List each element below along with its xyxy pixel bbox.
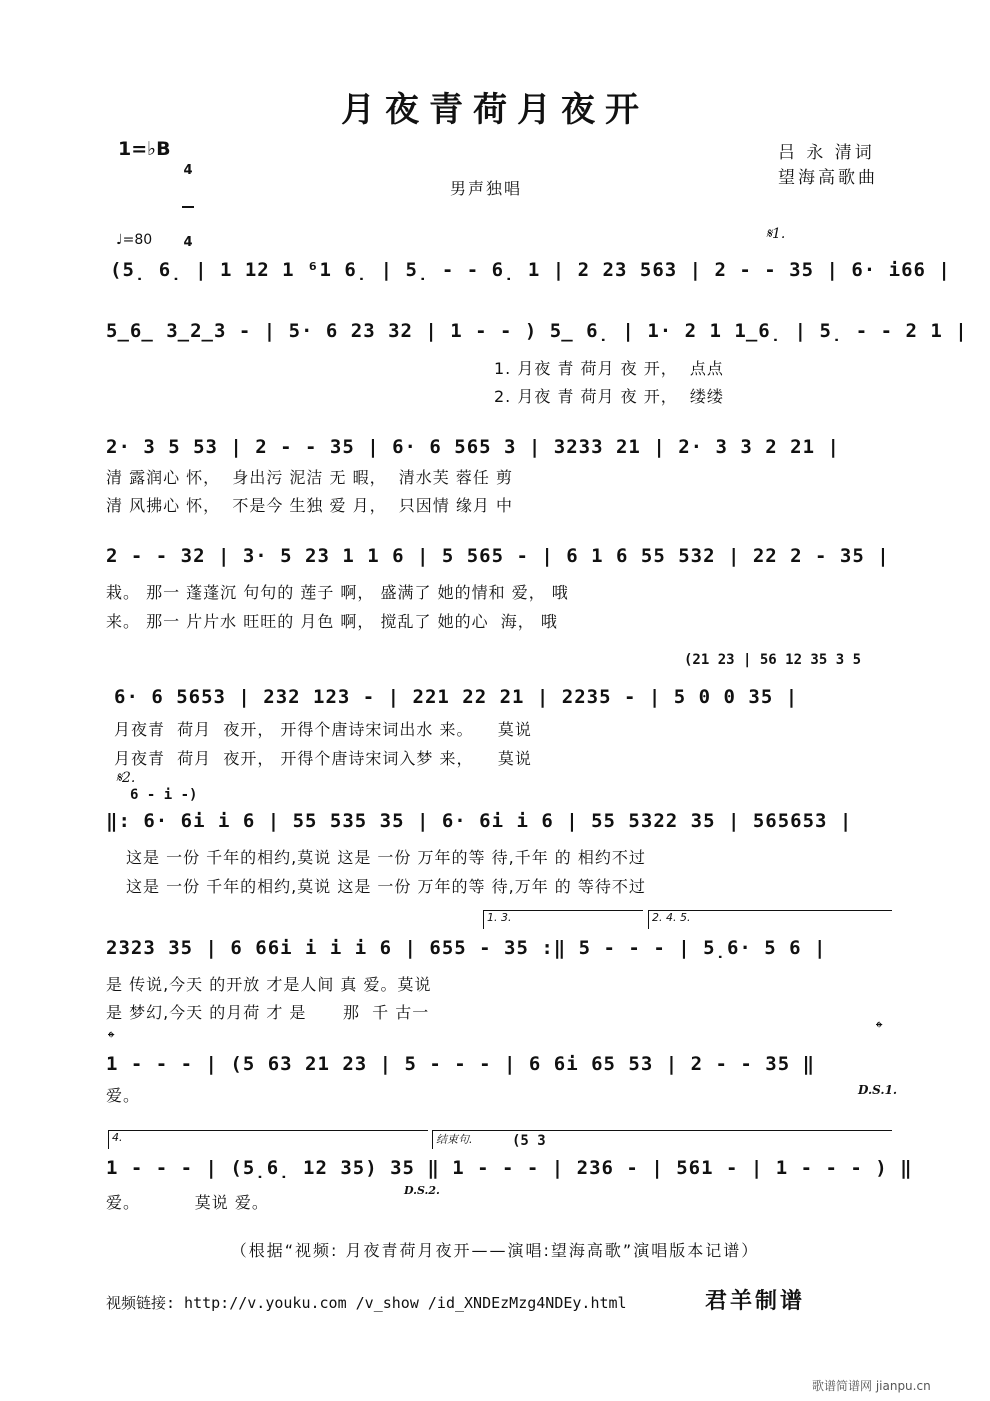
notation-row-1: (5̣ 6̣ | 1 12 1 ⁶1 6̣ | 5̣ - - 6̣ 1 | 2 23 563 | 2 - - 35 | 6· i66 | — [110, 259, 951, 281]
volta-2-4-5: 2. 4. 5. — [648, 910, 892, 929]
notation-row-8: 1 - - - | (5 63 21 23 | 5 - - - | 6 6i 65 53 | 2 - - 35 ‖ — [106, 1053, 816, 1075]
notation-row-9: 1 - - - | (5̣6̣ 12 35) 35 ‖ 1 - - - | 236 - | 561 - | 1 - - - ) ‖ — [106, 1157, 913, 1179]
coda-sign-right: 𝄌 — [876, 1018, 883, 1039]
segno-2: 𝄋2. — [116, 770, 136, 786]
time-signature-top: 4 — [183, 163, 193, 178]
lyrics-row-2-verse-2: 2. 月夜 青 荷月 夜 开， 缕缕 — [494, 387, 724, 406]
lyrics-row-6-verse-2: 这是 一份 千年的相约,莫说 这是 一份 万年的等 待,万年 的 等待不过 — [126, 877, 646, 896]
lyrics-row-4-verse-2: 来。 那一 片片水 旺旺的 月色 啊， 搅乱了 她的心 海， 哦 — [106, 612, 558, 631]
notation-row-5: 6· 6 5653 | 232 123 - | 221 22 21 | 2235 - | 5 0 0 35 | — [114, 686, 799, 708]
watermark: 歌谱简谱网 jianpu.cn — [812, 1379, 931, 1393]
source-note: （根据“视频: 月夜青荷月夜开——演唱:望海高歌”演唱版本记谱） — [230, 1241, 760, 1260]
time-signature-bottom: 4 — [183, 235, 193, 250]
lyrics-row-5-verse-2: 月夜青 荷月 夜开， 开得个唐诗宋词入梦 来， 莫说 — [114, 749, 532, 768]
lyrics-row-7-verse-2: 是 梦幻,今天 的月荷 才 是 那 千 古一 — [106, 1003, 430, 1022]
tempo-mark: ♩=80 — [116, 232, 153, 248]
key-signature: 1=♭B — [118, 138, 171, 160]
time-signature — [182, 136, 194, 264]
notation-row-4: 2 - - 32 | 3· 5 23 1 1 6 | 5 565 - | 6 1 6 55 532 | 22 2 - 35 | — [106, 545, 890, 567]
ending-label: 结束句. — [432, 1130, 892, 1149]
performance-type: 男声独唱 — [450, 179, 523, 198]
lyricist-credit: 吕 永 清词 — [778, 143, 875, 163]
lyrics-row-8-verse-1: 爱。 — [106, 1086, 141, 1105]
composer-credit: 望海高歌曲 — [778, 168, 878, 188]
ds-1-mark: D.S.1. — [858, 1083, 898, 1097]
lyrics-row-2-verse-1: 1. 月夜 青 荷月 夜 开， 点点 — [494, 359, 724, 378]
lyrics-row-4-verse-1: 栽。 那一 蓬蓬沉 句句的 莲子 啊， 盛满了 她的情和 爱， 哦 — [106, 583, 569, 602]
lyrics-row-3-verse-2: 清 风拂心 怀， 不是今 生独 爱 月， 只因情 缘月 中 — [106, 496, 513, 515]
song-title: 月夜青荷月夜开 — [341, 90, 649, 130]
ds-2-mark: D.S.2. — [404, 1184, 440, 1197]
segno-1: 𝄋1. — [766, 226, 786, 242]
notation-row-6: ‖: 6· 6i i 6 | 55 535 35 | 6· 6i i 6 | 55 5322 35 | 565653 | — [106, 810, 853, 832]
notation-row-3: 2· 3 5 53 | 2 - - 35 | 6· 6 565 3 | 3233 21 | 2· 3 3 2 21 | — [106, 436, 840, 458]
lyrics-row-5-verse-1: 月夜青 荷月 夜开， 开得个唐诗宋词出水 来。 莫说 — [114, 720, 532, 739]
transcriber-stamp: 君羊制谱 — [705, 1288, 806, 1314]
lyrics-row-6-verse-1: 这是 一份 千年的相约,莫说 这是 一份 万年的等 待,千年 的 相约不过 — [126, 848, 646, 867]
video-link[interactable]: 视频链接: http://v.youku.com /v_show /id_XNDEzMzg4NDEy.html — [106, 1294, 627, 1312]
lyrics-row-7-verse-1: 是 传说,今天 的开放 才是人间 真 爱。莫说 — [106, 975, 432, 994]
coda-sign-left: 𝄌 — [108, 1028, 115, 1049]
notation-row-5-above: (21 23 | 56 12 35 3 5 — [684, 652, 862, 668]
notation-row-9-above: (5 3 — [512, 1133, 546, 1149]
volta-4: 4. — [108, 1130, 428, 1149]
volta-1-3: 1. 3. — [483, 910, 643, 929]
lyrics-row-9-verse-1: 爱。 莫说 爱。 — [106, 1193, 269, 1212]
notation-row-7: 2323 35 | 6 66i i i i 6 | 655 - 35 :‖ 5 - - - | 5̣6· 5 6 | — [106, 937, 827, 959]
notation-row-6-above: 6 - i -) — [130, 787, 198, 803]
notation-row-2: 5̲6̲ 3̲2̲3 - | 5· 6 23 32 | 1 - - ) 5̲ 6̣ | 1· 2 1 1̲6̣ | 5̣ - - 2 1 | — [106, 320, 968, 342]
lyrics-row-3-verse-1: 清 露润心 怀， 身出污 泥洁 无 暇， 清水芙 蓉任 剪 — [106, 468, 513, 487]
